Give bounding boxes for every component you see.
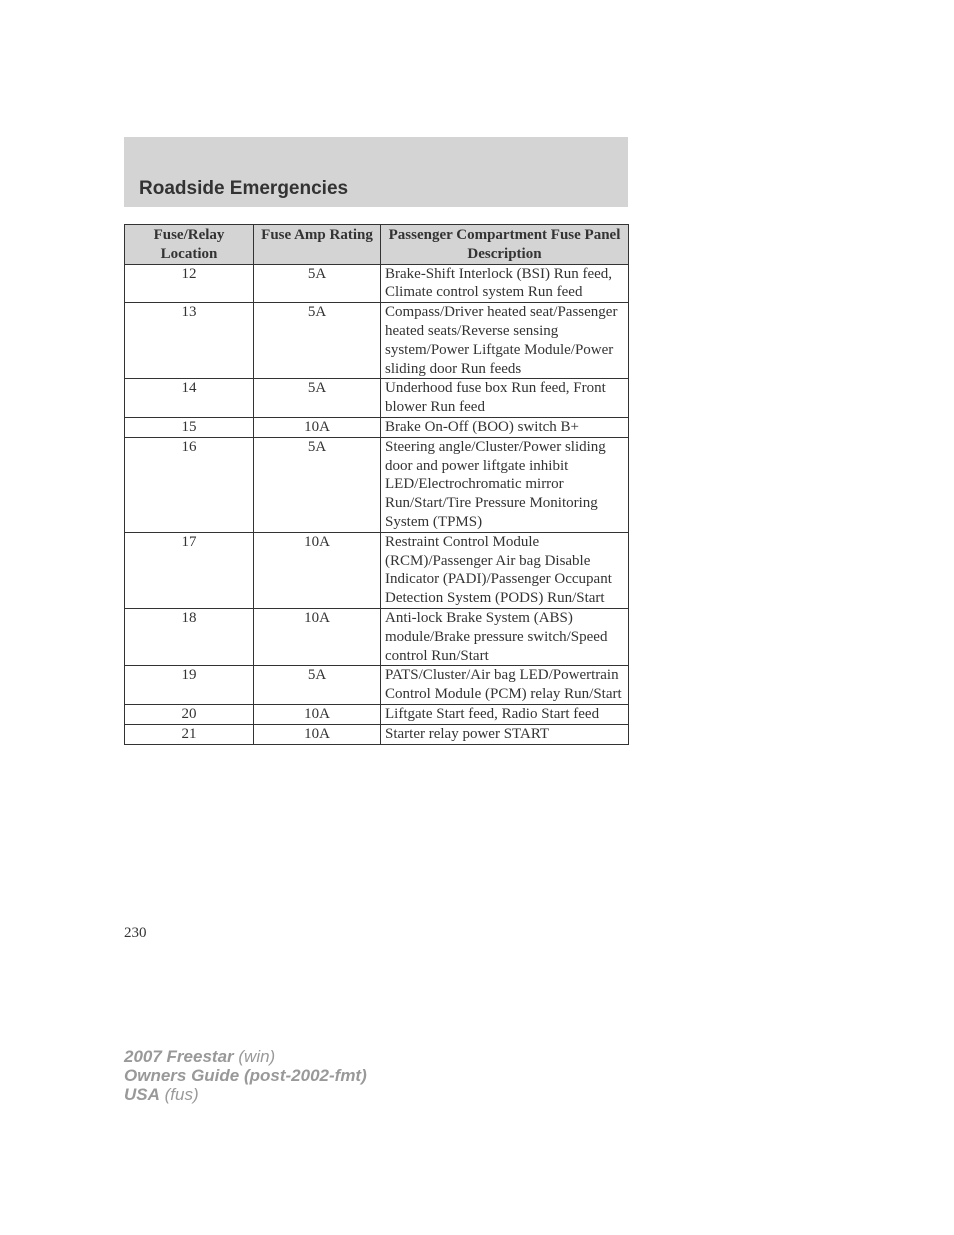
- document-footer: [124, 1047, 367, 1104]
- fuse-table: [124, 224, 629, 745]
- cell-location: 13: [125, 303, 254, 379]
- table-row: [125, 437, 629, 532]
- footer-line-market: [124, 1085, 367, 1104]
- cell-rating: 5A: [254, 379, 381, 418]
- cell-description: Compass/Driver heated seat/Passenger heated seats/Reverse sensing system/Power Liftgate Module/Power sliding door Run feeds: [381, 303, 629, 379]
- column-header-location: Fuse/Relay Location: [125, 225, 254, 265]
- cell-rating: 5A: [254, 666, 381, 705]
- footer-model: 2007 Freestar: [124, 1047, 234, 1066]
- column-header-description: Passenger Compartment Fuse Panel Description: [381, 225, 629, 265]
- cell-rating: 10A: [254, 608, 381, 665]
- cell-rating: 10A: [254, 532, 381, 608]
- table-row: [125, 724, 629, 744]
- cell-location: 17: [125, 532, 254, 608]
- footer-model-code: (win): [238, 1047, 276, 1066]
- cell-rating: 5A: [254, 303, 381, 379]
- cell-location: 20: [125, 704, 254, 724]
- cell-location: 12: [125, 264, 254, 303]
- cell-location: 19: [125, 666, 254, 705]
- section-title: Roadside Emergencies: [139, 178, 349, 199]
- cell-description: Brake On-Off (BOO) switch B+: [381, 417, 629, 437]
- cell-rating: 5A: [254, 264, 381, 303]
- cell-description: Starter relay power START: [381, 724, 629, 744]
- footer-guide: Owners Guide (post-2002-fmt): [124, 1066, 367, 1085]
- cell-description: Restraint Control Module (RCM)/Passenger Air bag Disable Indicator (PADI)/Passenger Occupant Detection System (PODS) Run/Start: [381, 532, 629, 608]
- cell-description: Underhood fuse box Run feed, Front blower Run feed: [381, 379, 629, 418]
- cell-location: 18: [125, 608, 254, 665]
- page-number: 230: [124, 925, 147, 941]
- table-row: [125, 704, 629, 724]
- table-row: [125, 379, 629, 418]
- cell-description: Steering angle/Cluster/Power sliding door and power liftgate inhibit LED/Electrochromatic mirror Run/Start/Tire Pressure Monitoring System (TPMS): [381, 437, 629, 532]
- table-row: [125, 608, 629, 665]
- footer-market: USA: [124, 1085, 160, 1104]
- cell-rating: 10A: [254, 724, 381, 744]
- footer-line-guide: [124, 1066, 367, 1085]
- cell-rating: 5A: [254, 437, 381, 532]
- column-header-rating: Fuse Amp Rating: [254, 225, 381, 265]
- cell-rating: 10A: [254, 704, 381, 724]
- cell-description: Liftgate Start feed, Radio Start feed: [381, 704, 629, 724]
- table-row: [125, 532, 629, 608]
- cell-description: Brake-Shift Interlock (BSI) Run feed, Climate control system Run feed: [381, 264, 629, 303]
- footer-line-model: [124, 1047, 367, 1066]
- cell-location: 15: [125, 417, 254, 437]
- table-row: [125, 303, 629, 379]
- cell-location: 21: [125, 724, 254, 744]
- table-row: [125, 264, 629, 303]
- table-header-row: [125, 225, 629, 265]
- cell-location: 14: [125, 379, 254, 418]
- table-row: [125, 417, 629, 437]
- cell-description: Anti-lock Brake System (ABS) module/Brake pressure switch/Speed control Run/Start: [381, 608, 629, 665]
- cell-location: 16: [125, 437, 254, 532]
- cell-description: PATS/Cluster/Air bag LED/Powertrain Control Module (PCM) relay Run/Start: [381, 666, 629, 705]
- table-row: [125, 666, 629, 705]
- cell-rating: 10A: [254, 417, 381, 437]
- section-header: [124, 137, 628, 207]
- footer-market-code: (fus): [164, 1085, 199, 1104]
